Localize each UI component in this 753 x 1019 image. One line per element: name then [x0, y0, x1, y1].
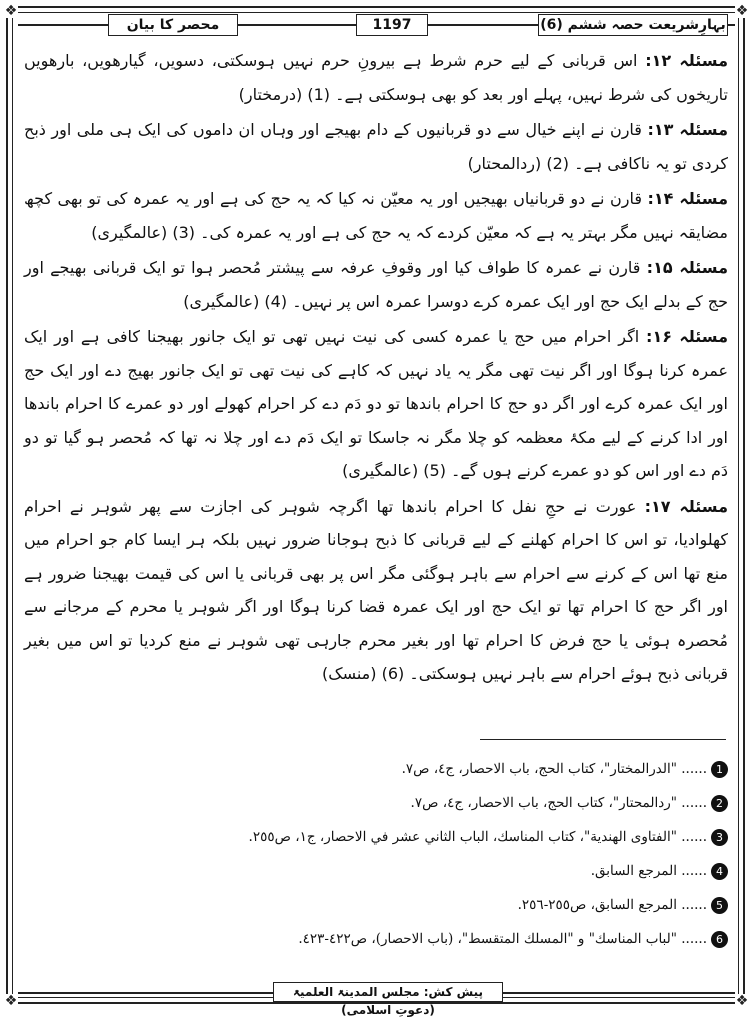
footnote: [24, 786, 728, 820]
chapter-title: محصر کا بیان: [108, 14, 238, 36]
footnote-text: ...... "ردالمحتار"، كتاب الحج، باب الاحصار، ج٤، ص٧.: [410, 795, 707, 811]
masala-paragraph: [24, 490, 728, 691]
masala-paragraph: [24, 182, 728, 249]
footnote-number: 1: [711, 761, 728, 778]
page-number: 1197: [356, 14, 428, 36]
masala-label: مسئلہ ۱۶:: [646, 327, 728, 346]
masala-paragraph: [24, 113, 728, 180]
masala-label: مسئلہ ۱۲:: [645, 51, 728, 70]
corner-ornament-icon: ❖: [735, 3, 749, 19]
footnote: [24, 854, 728, 888]
masala-label: مسئلہ ۱۷:: [644, 496, 728, 516]
page-footer: [18, 982, 735, 1017]
footnote-number: 4: [711, 863, 728, 880]
footnote-text: ...... "لباب المناسك" و "المسلك المتقسط"، (باب الاحصار)، ص٤٢٢-٤٢٣.: [298, 931, 707, 947]
masala-label: مسئلہ ۱۴:: [647, 189, 728, 208]
footnote-text: ...... المرجع السابق.: [590, 863, 707, 879]
corner-ornament-icon: ❖: [735, 993, 749, 1009]
footnote-number: 5: [711, 897, 728, 914]
footnote-separator: [480, 739, 726, 740]
masala-text: اگر احرام میں حج یا عمرہ کسی کی نیت نہیں تھی تو ایک جانور بھیجنا کافی ہے اور ایک عمرہ کرنا ہوگا اور اگر نیت تھی مگر یہ یاد نہیں کہ کاہے کی نیت تھی تو ایک جانور بھیج دے اور ایک حج اور ایک عمرہ کرے اور اگر دو حج کا احرام باندھا تو دو دَم دے کر احرام کھولے اور دو عمرے کا احرام باندھا اور ادا کرنے کے لیے مکۂ معظمہ کو چلا مگر نہ جاسکا تو ایک دَم دے اور چلا نہ تھا کہ مُحصر ہو گیا تو دو دَم دے اور اس کو دو عمرے کرنے ہوں گے۔ (5) (عالمگیری): [24, 327, 728, 480]
footnote: [24, 922, 728, 956]
footnotes: [24, 752, 728, 956]
footnote-text: ...... "الفتاوى الهندية"، كتاب المناسك، الباب الثاني عشر في الاحصار، ج١، ص٢٥٥.: [248, 829, 707, 845]
masala-paragraph: [24, 44, 728, 111]
footer-rule: [503, 992, 735, 994]
corner-ornament-icon: ❖: [4, 993, 18, 1009]
footnote: [24, 888, 728, 922]
header-rule: [238, 24, 356, 26]
page-header: [18, 14, 735, 36]
footnote-text: ...... "الدرالمختار"، كتاب الحج، باب الاحصار، ج٤، ص٧.: [401, 761, 707, 777]
header-rule: [428, 24, 538, 26]
footnote-number: 2: [711, 795, 728, 812]
footnote-number: 6: [711, 931, 728, 948]
corner-ornament-icon: ❖: [4, 3, 18, 19]
header-rule: [728, 24, 735, 26]
masala-label: مسئلہ ۱۳:: [647, 120, 728, 139]
masala-paragraph: [24, 320, 728, 488]
footnote-text: ...... المرجع السابق، ص٢٥٥-٢٥٦.: [517, 897, 707, 913]
book-title: بہارِشریعت حصہ ششم (6): [538, 14, 728, 36]
masala-text: قارن نے عمرہ کا طواف کیا اور وقوفِ عرفہ سے پیشتر مُحصر ہوا تو ایک قربانی بھیجے اور حج کے بدلے ایک حج اور ایک عمرہ کرے دوسرا عمرہ اس پر نہیں۔ (4) (عالمگیری): [24, 258, 728, 311]
masala-label: مسئلہ ۱۵:: [646, 258, 728, 277]
footnote-number: 3: [711, 829, 728, 846]
masala-text: عورت نے حجِ نفل کا احرام باندھا تھا اگرچہ شوہر کی اجازت سے پھر شوہر نے احرام کھلوادیا، تو اس کا احرام کھلنے کے لیے قربانی کا ذبح ہوجانا ضرور نہیں بلکہ ہر ایسا کام جو احرام میں منع تھا اس کے کرنے سے احرام سے باہر ہوگئی مگر اس پر بھی قربانی یا اس کی قیمت بھیجنا ضرور ہے اور اگر حج کا احرام تھا تو ایک حج اور ایک عمرہ قضا کرنا ہوگا اور اگر شوہر یا محرم کے مرجانے سے مُحصرہ ہوئی یا حج فرض کا احرام تھا اور بغیر محرم جارہی تھی شوہر نے منع کردیا تو اس میں بغیر قربانی ذبح ہوئے احرام سے باہر نہیں ہوسکتی۔ (6) (منسک): [24, 496, 728, 683]
header-rule: [18, 24, 108, 26]
footnote: [24, 820, 728, 854]
masala-text: اس قربانی کے لیے حرم شرط ہے بیرونِ حرم نہیں ہوسکتی، دسویں، گیارھویں، بارھویں تاریخوں کی شرط نہیں، پہلے اور بعد کو بھی ہوسکتی ہے۔ (1) (درمختار): [24, 51, 728, 104]
publisher-credit: پیش کش: مجلس المدینۃ العلمیۃ (دعوتِ اسلامی): [273, 982, 503, 1002]
masala-text: قارن نے دو قربانیاں بھیجیں اور یہ معیّن نہ کیا کہ یہ حج کی ہے اور یہ عمرہ کی تو بھی کچھ مضایقہ نہیں مگر بہتر یہ ہے کہ معیّن کردے کہ یہ حج کی ہے اور یہ عمرہ کی۔ (3) (عالمگیری): [24, 189, 728, 242]
masala-paragraph: [24, 251, 728, 318]
main-text: [24, 44, 728, 693]
footer-rule: [18, 992, 273, 994]
footnote: [24, 752, 728, 786]
masala-text: قارن نے اپنے خیال سے دو قربانیوں کے دام بھیجے اور وہاں ان داموں کی ایک ہی ملی اور ذبح کردی تو یہ ناکافی ہے۔ (2) (ردالمحتار): [24, 120, 728, 173]
